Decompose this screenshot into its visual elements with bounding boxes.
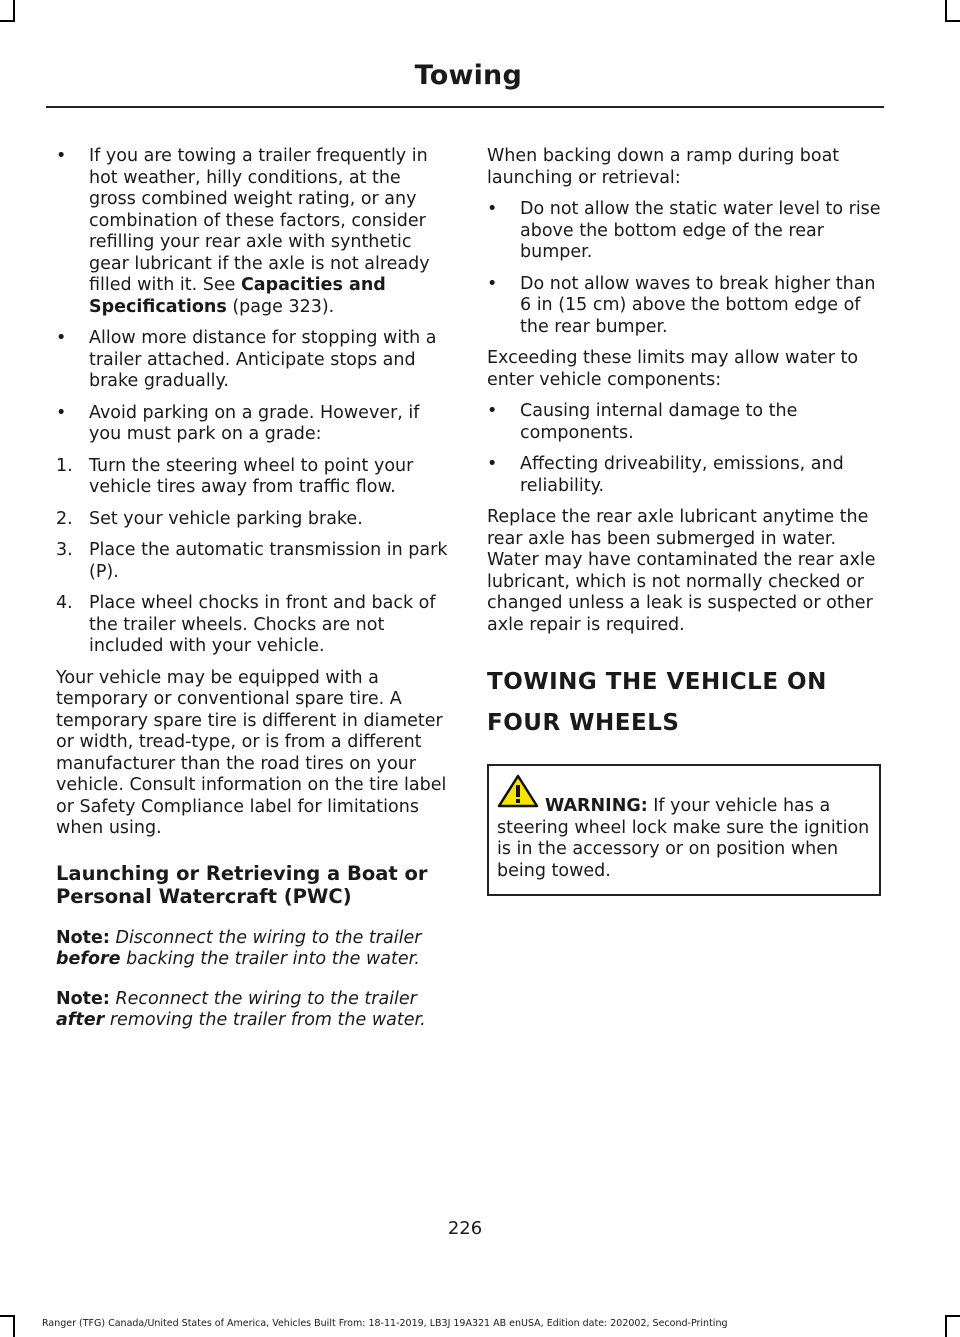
bullet: •: [56, 328, 67, 348]
list-item: [487, 401, 881, 444]
crop-mark: [13, 1315, 15, 1337]
crop-mark: [945, 1315, 947, 1337]
bullet: •: [487, 454, 498, 474]
spare-tire-paragraph: Your vehicle may be equipped with a temporary or conventional spare tire. A temporary spare tire is different in diameter or width, tread-type, or is from a different manufacturer than the road tires on your vehicle. Consult information on the tire label or Safety Compliance label for limitations when using.: [56, 667, 447, 838]
list-item: [56, 403, 448, 446]
section-heading-line: FOUR WHEELS: [487, 710, 680, 736]
step-text: Turn the steering wheel to point your vehicle tires away from traffic flow.: [89, 455, 414, 497]
note-text: Disconnect the wiring to the trailer: [109, 927, 422, 948]
note: [56, 928, 448, 971]
list-item: [487, 199, 881, 264]
bullet-text: Affecting driveability, emissions, and reliability.: [520, 454, 844, 496]
list-item: [487, 454, 881, 497]
cross-reference-link[interactable]: Capacities and Specifications: [89, 275, 386, 317]
replace-paragraph: Replace the rear axle lubricant anytime the rear axle has been submerged in water. Water may have contaminated the rear axle lubricant, which is not normally checked or changed unless a leak is suspected or other axle repair is required.: [487, 507, 876, 635]
left-column: [56, 146, 448, 1042]
warning-label: WARNING:: [545, 796, 648, 816]
bullet: •: [56, 402, 67, 423]
bullet: •: [487, 199, 498, 219]
bullet-text: If you are towing a trailer frequently in hot weather, hilly conditions, at the gross combined weight rating, or any combination of these factors, consider refilling your rear axle with synthetic gear lubricant if the axle is not already filled with it. See: [89, 146, 430, 295]
list-item: [56, 146, 448, 318]
page-reference: (page 323).: [226, 296, 335, 317]
header-divider: [46, 106, 884, 108]
crop-mark: [945, 1315, 960, 1317]
step-number: 2.: [56, 508, 73, 529]
bullet-text: Do not allow waves to break higher than 6 in (15 cm) above the bottom edge of the rear bumper.: [520, 273, 876, 337]
crop-mark: [0, 1315, 15, 1317]
bullet: •: [487, 401, 498, 421]
crop-mark: [945, 20, 960, 22]
note-emphasis: after: [56, 1010, 105, 1030]
crop-mark: [945, 0, 947, 22]
note-emphasis: before: [56, 949, 121, 969]
step-text: Place the automatic transmission in park (P).: [89, 540, 448, 582]
section-heading: [487, 668, 881, 738]
step-number: 3.: [56, 540, 73, 560]
warning-box: [487, 764, 881, 896]
crop-mark: [13, 0, 15, 22]
note-label: Note:: [56, 927, 110, 948]
note-label: Note:: [56, 988, 110, 1009]
step-text: Set your vehicle parking brake.: [89, 508, 363, 529]
right-column: [487, 146, 881, 896]
warning-triangle-icon: [497, 774, 539, 815]
note-text: removing the trailer from the water.: [104, 1010, 426, 1030]
numbered-step: [56, 509, 448, 531]
bullet-text: Avoid parking on a grade. However, if you must park on a grade:: [89, 402, 420, 444]
numbered-step: [56, 540, 448, 583]
step-number: 1.: [56, 455, 73, 476]
numbered-step: [56, 456, 448, 499]
crop-mark: [0, 20, 15, 22]
bullet-text: Do not allow the static water level to rise above the bottom edge of the rear bumper.: [520, 199, 881, 262]
subheading: Launching or Retrieving a Boat or Personal Watercraft (PWC): [56, 861, 428, 908]
numbered-step: [56, 593, 448, 658]
step-text: Place wheel chocks in front and back of the trailer wheels. Chocks are not included with your vehicle.: [89, 593, 436, 656]
bullet-text: Allow more distance for stopping with a trailer attached. Anticipate stops and brake gradually.: [89, 328, 437, 391]
footer: Ranger (TFG) Canada/United States of America, Vehicles Built From: 18-11-2019, LB3J 19A321 AB enUSA, Edition date: 202002, Second-Printing: [42, 1318, 728, 1329]
warning-text: If your vehicle has a steering wheel lock make sure the ignition is in the accessory or on position when being towed.: [497, 796, 870, 881]
ramp-intro: When backing down a ramp during boat launching or retrieval:: [487, 146, 840, 188]
section-heading-line: TOWING THE VEHICLE ON: [487, 669, 827, 695]
step-number: 4.: [56, 593, 73, 613]
page-title: Towing: [414, 60, 522, 91]
bullet: •: [487, 273, 498, 294]
list-item: [487, 274, 881, 339]
note-text: Reconnect the wiring to the trailer: [109, 988, 417, 1009]
bullet-text: Causing internal damage to the components.: [520, 401, 798, 443]
note-text: backing the trailer into the water.: [120, 949, 420, 969]
list-item: [56, 328, 448, 393]
exceed-intro: Exceeding these limits may allow water to enter vehicle components:: [487, 348, 859, 390]
bullet: •: [56, 146, 67, 166]
page-number: 226: [447, 1218, 483, 1239]
note: [56, 989, 448, 1032]
